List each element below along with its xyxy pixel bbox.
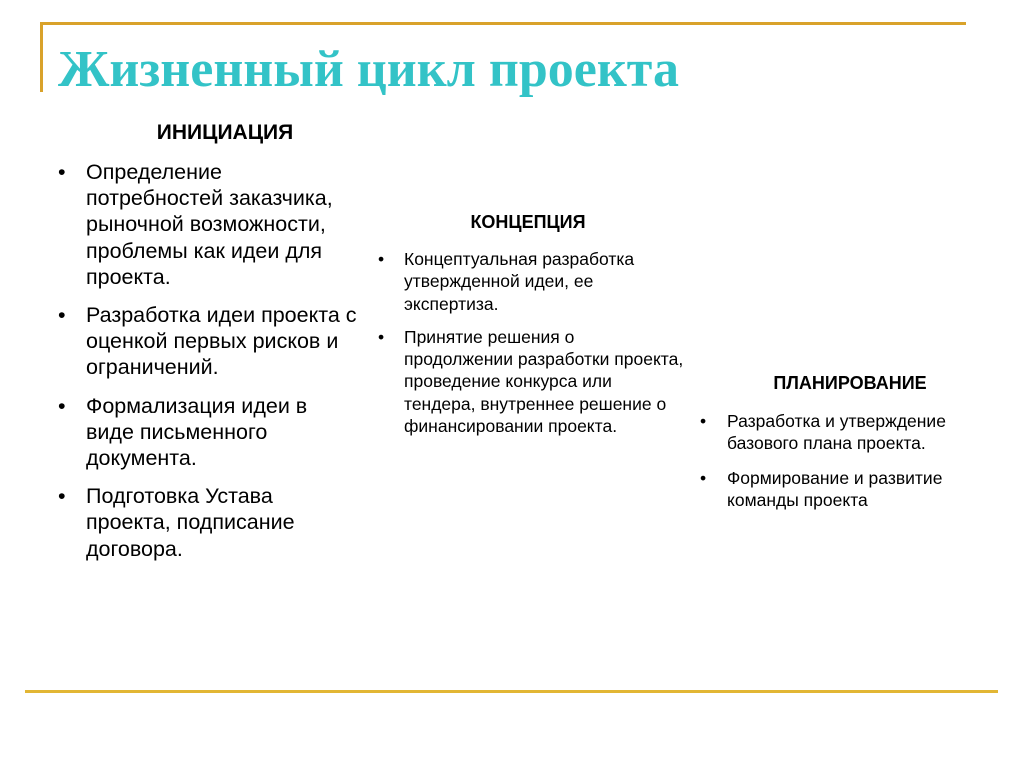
bullet-icon: • — [700, 411, 707, 431]
bullet-icon: • — [58, 303, 66, 328]
column-heading-planning: ПЛАНИРОВАНИЕ — [773, 373, 927, 393]
initiation-list — [58, 159, 358, 562]
column-heading-concept: КОНЦЕПЦИЯ — [470, 212, 586, 232]
list-item-text: Подготовка Устава проекта, подписание договора. — [86, 484, 295, 561]
list-item — [58, 302, 358, 381]
bullet-icon: • — [378, 249, 385, 269]
slide-title: Жизненный цикл проекта — [58, 41, 679, 98]
list-item-text: Определение потребностей заказчика, рыночной возможности, проблемы как идеи для проекта. — [86, 160, 333, 289]
list-item-text: Концептуальная разработка утвержденной идеи, ее экспертиза. — [404, 249, 635, 314]
list-item — [700, 410, 990, 455]
list-item-text: Разработка идеи проекта с оценкой первых рисков и ограничений. — [86, 303, 357, 380]
bullet-icon: • — [378, 326, 385, 347]
top-divider — [40, 22, 966, 25]
column-concept — [378, 210, 688, 448]
bottom-divider — [25, 690, 998, 693]
list-item-text: Разработка и утверждение базового плана проекта. — [727, 411, 946, 454]
column-initiation — [58, 120, 358, 574]
list-item — [700, 467, 990, 512]
list-item — [58, 483, 358, 562]
column-planning — [700, 371, 990, 523]
concept-list — [378, 248, 688, 437]
bullet-icon: • — [58, 160, 66, 184]
bullet-icon: • — [58, 484, 66, 509]
planning-list — [700, 410, 990, 511]
bullet-icon: • — [58, 393, 66, 418]
list-item — [58, 159, 358, 290]
list-item-text: Формализация идеи в виде письменного документа. — [86, 393, 308, 471]
left-divider — [40, 22, 43, 92]
list-item — [58, 393, 358, 472]
list-item — [378, 326, 688, 437]
bullet-icon: • — [700, 467, 707, 488]
list-item-text: Формирование и развитие команды проекта — [727, 467, 943, 510]
list-item-text: Принятие решения о продолжении разработки проекта, проведение конкурса или тендера, внутреннее решение о финансировании проекта. — [404, 326, 684, 437]
list-item — [378, 248, 688, 315]
column-heading-initiation: ИНИЦИАЦИЯ — [156, 121, 294, 144]
